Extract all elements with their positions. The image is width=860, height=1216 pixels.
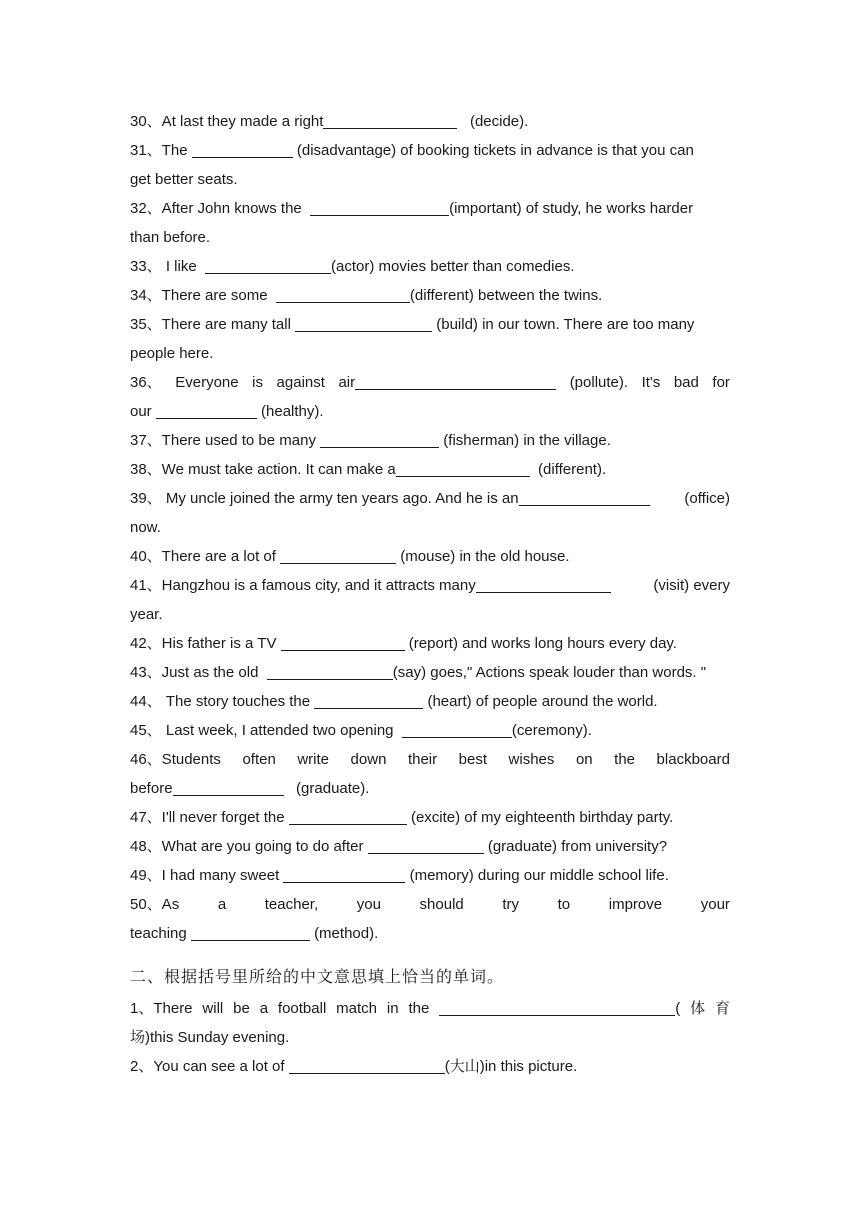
section-heading: 二、根据括号里所给的中文意思填上恰当的单词。 bbox=[130, 969, 505, 986]
question-36-cont: our (healthy). bbox=[130, 403, 324, 420]
question-39: 39、 My uncle joined the army ten years ago. And he is an (office) bbox=[130, 490, 730, 507]
question-37: 37、There used to be many (fisherman) in the village. bbox=[130, 432, 611, 449]
question-38: 38、We must take action. It can make a (different). bbox=[130, 461, 607, 478]
answer-blank[interactable] bbox=[173, 778, 284, 796]
section2-question-1: 1、There will be a football match in the ( 体 育 bbox=[130, 1000, 730, 1017]
question-33: 33、 I like (actor) movies better than comedies. bbox=[130, 258, 575, 275]
question-32: 32、After John knows the (important) of study, he works harder bbox=[130, 200, 694, 217]
answer-blank[interactable] bbox=[192, 140, 293, 158]
section2-question-2: 2、You can see a lot of (大山)in this picture. bbox=[130, 1058, 578, 1075]
question-39-cont: now. bbox=[130, 519, 161, 536]
answer-blank[interactable] bbox=[320, 430, 439, 448]
answer-blank[interactable] bbox=[281, 633, 405, 651]
question-50: 50、As a teacher, you should try to improve your bbox=[130, 896, 730, 913]
answer-blank[interactable] bbox=[355, 372, 556, 390]
answer-blank[interactable] bbox=[267, 662, 393, 680]
question-50-cont: teaching (method). bbox=[130, 925, 379, 942]
answer-blank[interactable] bbox=[289, 1056, 445, 1074]
answer-blank[interactable] bbox=[289, 807, 407, 825]
question-41-cont: year. bbox=[130, 606, 163, 623]
section2-question-1-cont: 场)this Sunday evening. bbox=[130, 1029, 290, 1046]
answer-blank[interactable] bbox=[396, 459, 530, 477]
question-40: 40、There are a lot of (mouse) in the old house. bbox=[130, 548, 570, 565]
answer-blank[interactable] bbox=[295, 314, 432, 332]
answer-blank[interactable] bbox=[314, 691, 423, 709]
question-30: 30、At last they made a right (decide). bbox=[130, 113, 529, 130]
answer-blank[interactable] bbox=[191, 923, 310, 941]
answer-blank[interactable] bbox=[276, 285, 410, 303]
answer-blank[interactable] bbox=[283, 865, 405, 883]
question-35: 35、There are many tall (build) in our town. There are too many bbox=[130, 316, 695, 333]
question-47: 47、I'll never forget the (excite) of my eighteenth birthday party. bbox=[130, 809, 674, 826]
question-42: 42、His father is a TV (report) and works long hours every day. bbox=[130, 635, 677, 652]
answer-blank[interactable] bbox=[310, 198, 449, 216]
answer-blank[interactable] bbox=[476, 575, 611, 593]
question-35-cont: people here. bbox=[130, 345, 214, 362]
question-49: 49、I had many sweet (memory) during our middle school life. bbox=[130, 867, 669, 884]
answer-blank[interactable] bbox=[439, 998, 675, 1016]
answer-blank[interactable] bbox=[368, 836, 484, 854]
worksheet-page bbox=[130, 107, 730, 1081]
question-46-cont: before (graduate). bbox=[130, 780, 370, 797]
answer-blank[interactable] bbox=[280, 546, 396, 564]
question-46: 46、Students often write down their best wishes on the blackboard bbox=[130, 751, 730, 768]
question-44: 44、 The story touches the (heart) of people around the world. bbox=[130, 693, 658, 710]
question-34: 34、There are some (different) between the twins. bbox=[130, 287, 603, 304]
question-41: 41、Hangzhou is a famous city, and it attracts many (visit) every bbox=[130, 577, 730, 594]
answer-blank[interactable] bbox=[323, 111, 457, 129]
answer-blank[interactable] bbox=[519, 488, 650, 506]
question-43: 43、Just as the old (say) goes," Actions speak louder than words. " bbox=[130, 664, 707, 681]
answer-blank[interactable] bbox=[156, 401, 257, 419]
question-31: 31、The (disadvantage) of booking tickets in advance is that you can bbox=[130, 142, 694, 159]
question-48: 48、What are you going to do after (graduate) from university? bbox=[130, 838, 668, 855]
question-32-cont: than before. bbox=[130, 229, 211, 246]
answer-blank[interactable] bbox=[205, 256, 331, 274]
question-31-cont: get better seats. bbox=[130, 171, 238, 188]
answer-blank[interactable] bbox=[402, 720, 512, 738]
question-36: 36、 Everyone is against air (pollute). It's bad for bbox=[130, 374, 730, 391]
question-45: 45、 Last week, I attended two opening (ceremony). bbox=[130, 722, 592, 739]
